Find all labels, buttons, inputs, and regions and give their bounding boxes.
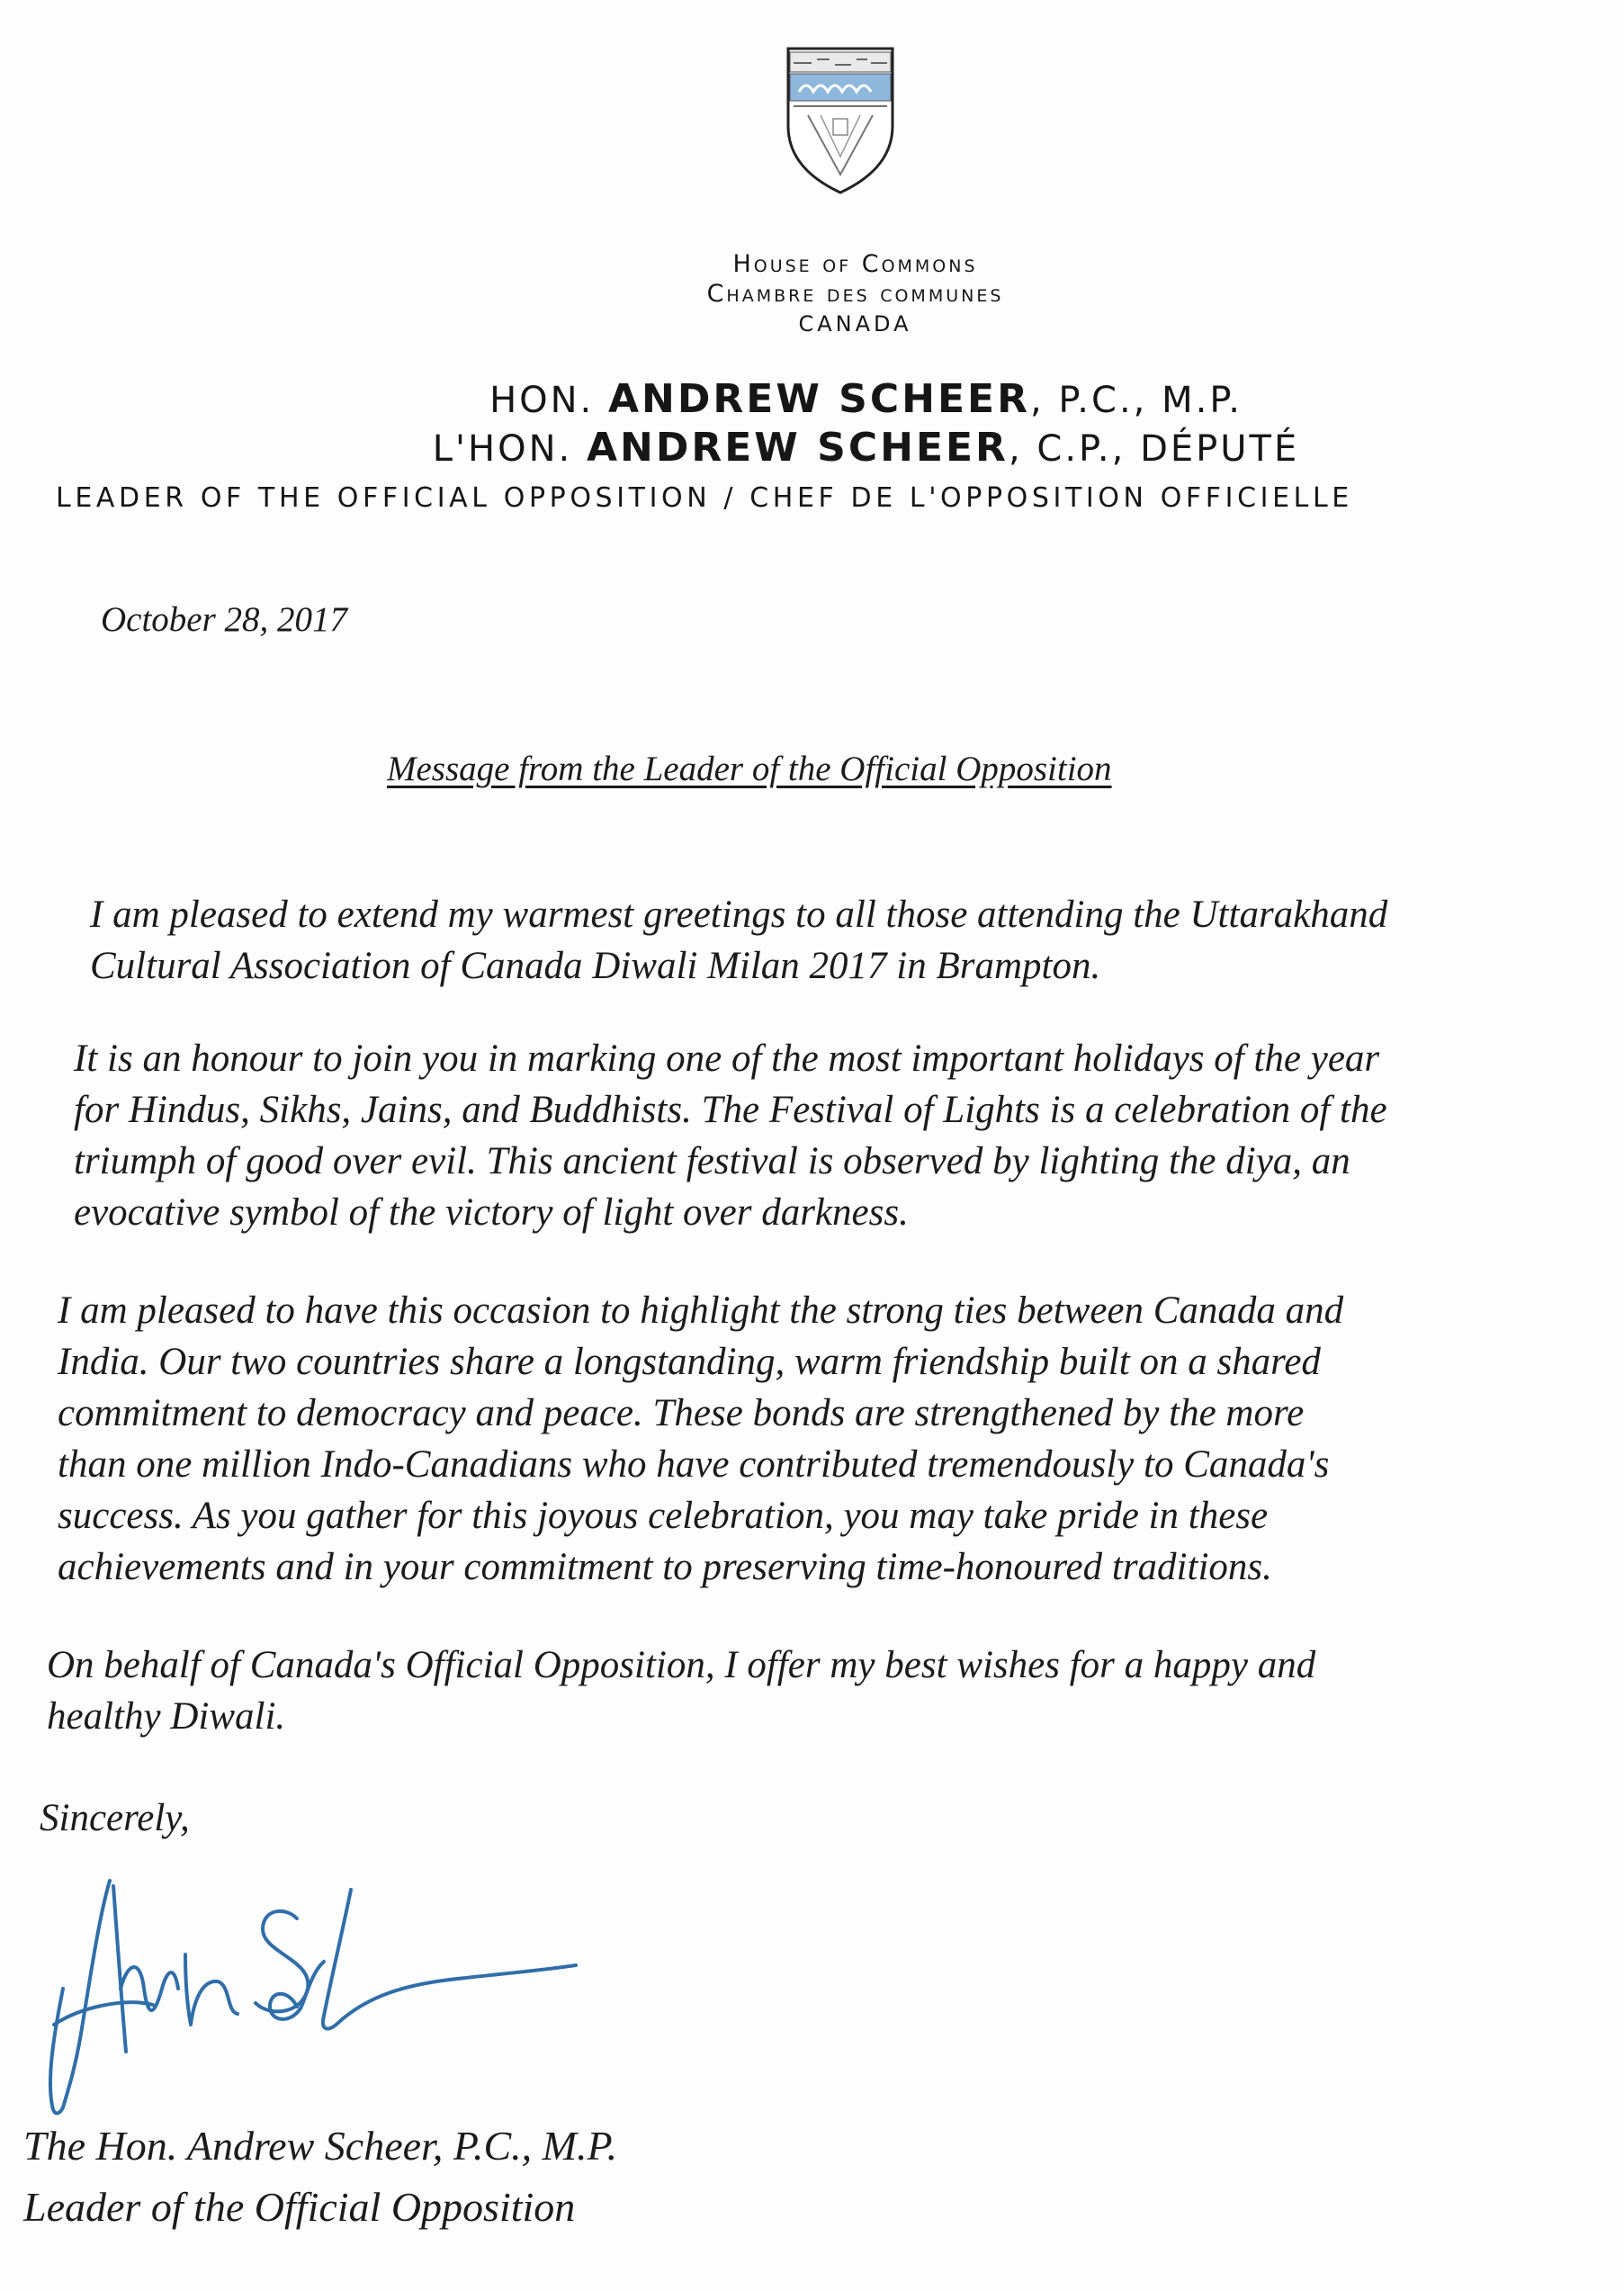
name-en-main: ANDREW SCHEER xyxy=(607,376,1030,422)
letterhead-role: LEADER OF THE OFFICIAL OPPOSITION / CHEF DE L'OPPOSITION OFFICIELLE xyxy=(56,482,1353,514)
letter-closing: Sincerely, xyxy=(40,1797,190,1839)
name-fr-prefix: L'HON. xyxy=(432,428,587,470)
letterhead-name-french xyxy=(54,425,1624,471)
paragraph-line: It is an honour to join you in marking one of the most important holidays of the year xyxy=(74,1038,1380,1080)
paragraph-ties xyxy=(58,1285,1587,1593)
paragraph-wishes xyxy=(47,1640,1576,1742)
paragraph-line: I am pleased to have this occasion to highlight the strong ties between Canada and xyxy=(58,1289,1344,1332)
paragraph-line: India. Our two countries share a longstanding, warm friendship built on a shared xyxy=(58,1341,1321,1383)
signer-title: Leader of the Official Opposition xyxy=(23,2184,576,2230)
paragraph-festival xyxy=(74,1033,1603,1238)
paragraph-line: evocative symbol of the victory of light over darkness. xyxy=(74,1191,909,1234)
letter-subject: Message from the Leader of the Official Opposition xyxy=(387,750,1112,788)
paragraph-line: Cultural Association of Canada Diwali Milan 2017 in Brampton. xyxy=(90,945,1101,987)
signer-name: The Hon. Andrew Scheer, P.C., M.P. xyxy=(23,2123,618,2169)
paragraph-line: for Hindus, Sikhs, Jains, and Buddhists. The Festival of Lights is a celebration of the xyxy=(74,1089,1387,1131)
house-of-commons-crest-icon xyxy=(781,43,900,196)
paragraph-line: triumph of good over evil. This ancient festival is observed by lighting the diya, an xyxy=(74,1140,1350,1182)
letterhead-name-english xyxy=(54,376,1624,422)
paragraph-line: healthy Diwali. xyxy=(47,1695,286,1738)
name-fr-suffix: , C.P., DÉPUTÉ xyxy=(1008,428,1300,470)
paragraph-line: than one million Indo-Canadians who have contributed tremendously to Canada's xyxy=(58,1443,1330,1486)
paragraph-line: success. As you gather for this joyous celebration, you may take pride in these xyxy=(58,1495,1269,1537)
letter-date: October 28, 2017 xyxy=(101,600,348,639)
paragraph-line: achievements and in your commitment to preserving time-honoured traditions. xyxy=(58,1546,1272,1588)
name-en-prefix: HON. xyxy=(489,380,608,421)
paragraph-line: I am pleased to extend my warmest greetings to all those attending the Uttarakhand xyxy=(90,894,1388,936)
name-en-suffix: , P.C., M.P. xyxy=(1029,380,1243,421)
paragraph-line: On behalf of Canada's Official Opposition, I offer my best wishes for a happy and xyxy=(47,1644,1316,1686)
paragraph-greeting xyxy=(90,889,1620,992)
letterhead-chambre-des-communes: Chambre des communes xyxy=(706,280,1004,308)
letterhead-canada: CANADA xyxy=(798,311,912,337)
handwritten-signature xyxy=(27,1854,621,2124)
name-fr-main: ANDREW SCHEER xyxy=(586,425,1009,471)
letterhead-house-of-commons: House of Commons xyxy=(732,250,978,278)
paragraph-line: commitment to democracy and peace. These bonds are strengthened by the more xyxy=(58,1392,1305,1434)
